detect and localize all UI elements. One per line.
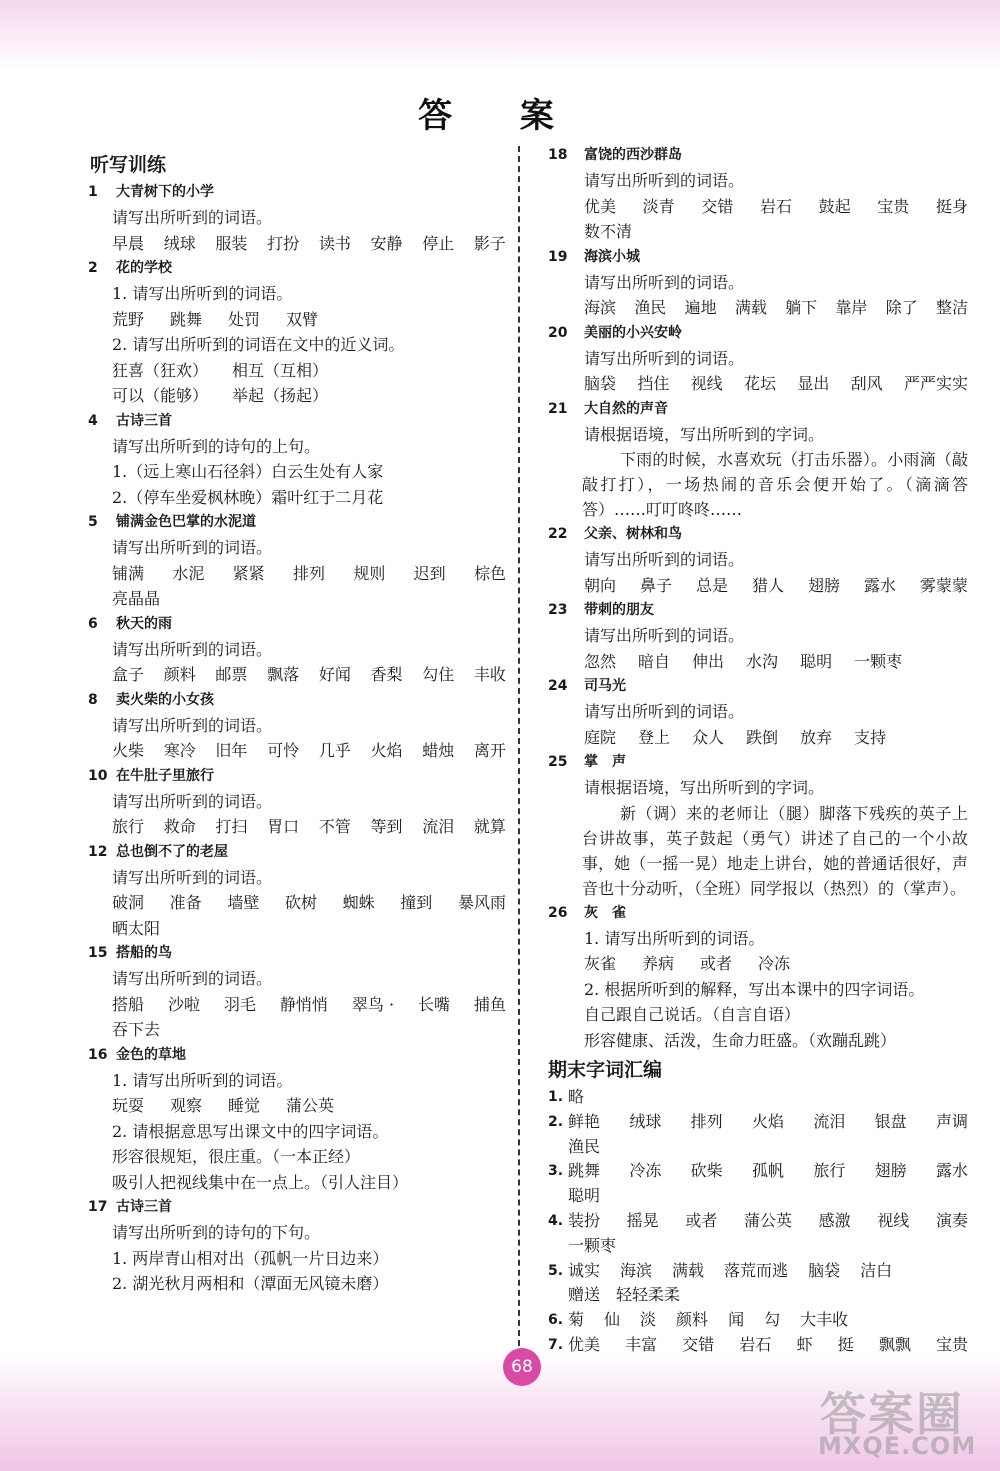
instruction: 请根据语境，写出所听到的字词。	[584, 424, 825, 444]
lesson-heading: 21 大自然的声音	[548, 400, 668, 417]
answer-row: 可以（能够） 举起（扬起）	[112, 386, 329, 405]
page-title: 答 案	[418, 96, 582, 136]
final-item: 4. 装扮 摇晃 或者 蒲公英 感激 视线 演奏	[548, 1210, 968, 1230]
instruction: 1. 请写出所听到的词语。	[112, 1070, 293, 1090]
instruction: 请写出所听到的诗句的上句。	[112, 436, 321, 456]
answer-line: 2.（停车坐爱枫林晚）霜叶红于二月花	[112, 487, 384, 507]
word-row: 海滨 渔民 遍地 满载 躺下 靠岸 除了 整洁	[584, 298, 968, 317]
instruction: 请写出所听到的词语。	[112, 791, 273, 811]
answer-paragraph: 新（调）来的老师让（腿）脚落下残疾的英子上台讲故事，英子鼓起（勇气）讲述了自己的一个小故事，她（一摇一晃）地走上讲台，她的普通话很好，声音也十分动听，（全班）同学报以（热烈）的（掌声）。	[582, 803, 968, 898]
word-row: 早晨 绒球 服装 打扮 读书 安静 停止 影子	[112, 233, 506, 253]
left-column	[88, 148, 506, 1297]
lesson-heading: 10 在牛肚子里旅行	[88, 767, 214, 784]
word-row: 脑袋 挡住 视线 花坛 显出 刮风 严严实实	[584, 374, 968, 393]
final-item: 1. 略	[548, 1087, 585, 1106]
watermark-url: MXQE.COM	[818, 1432, 977, 1460]
lesson-heading: 16 金色的草地	[88, 1046, 186, 1063]
lesson-heading: 12 总也倒不了的老屋	[88, 843, 228, 860]
final-vocab-list	[548, 1085, 968, 1358]
word-row: 破洞 准备 墙壁 砍树 蜘蛛 撞到 暴风雨	[112, 893, 506, 912]
instruction: 请写出所听到的词语。	[112, 969, 273, 988]
answer-line: 形容很规矩，很庄重。（一本正经）	[112, 1147, 361, 1166]
word-row: 忽然 暗自 伸出 水沟 聪明 一颗枣	[584, 651, 903, 671]
lesson-heading: 18 富饶的西沙群岛	[548, 147, 682, 163]
lesson-heading: 2 花的学校	[88, 260, 172, 276]
answer-line: 自己跟自己说话。（自言自语）	[584, 1005, 801, 1024]
lesson-heading: 17 古诗三首	[88, 1199, 172, 1215]
section-title-dictation: 听写训练	[90, 154, 167, 176]
lesson-heading: 23 带刺的朋友	[548, 602, 654, 618]
word-row-continued: 晒太阳	[112, 918, 161, 938]
word-row: 铺满 水泥 紧紧 排列 规则 迟到 棕色	[112, 563, 506, 583]
lesson-heading: 6 秋天的雨	[88, 615, 172, 632]
word-row: 搭船 沙啦 羽毛 静悄悄 翠鸟 · 长嘴 捕鱼	[112, 994, 506, 1014]
watermark-logo: 答案圈	[820, 1387, 964, 1441]
instruction: 请写出所听到的词语。	[584, 626, 745, 645]
instruction: 1. 请写出所听到的词语。	[112, 284, 293, 303]
word-row: 优美 淡青 交错 岩石 鼓起 宝贵 挺身	[584, 196, 968, 216]
lesson-heading: 25 掌 声	[548, 754, 626, 770]
word-row: 荒野 跳舞 处罚 双臂	[112, 309, 319, 329]
instruction: 1. 请写出所听到的词语。	[584, 928, 765, 948]
instruction: 请写出所听到的词语。	[584, 702, 745, 721]
final-item: 5. 诚实 海滨 满载 落荒而逃 脑袋 洁白	[548, 1260, 893, 1280]
final-item-continued: 聪明	[568, 1186, 601, 1206]
instruction: 2. 根据所听到的解释，写出本课中的四字词语。	[584, 979, 925, 999]
lesson-heading: 8 卖火柴的小女孩	[88, 691, 214, 708]
final-item: 3. 跳舞 冷冻 砍柴 孤帆 旅行 翅膀 露水	[548, 1161, 968, 1181]
word-row: 玩耍 观察 睡觉 蒲公英	[112, 1096, 335, 1115]
lesson-heading: 24 司马光	[548, 678, 626, 694]
instruction: 请根据语境，写出所听到的字词。	[584, 778, 825, 797]
instruction: 请写出所听到的词语。	[112, 208, 273, 227]
answer-line: 1. 两岸青山相对出（孤帆一片日边来）	[112, 1248, 389, 1268]
lesson-heading: 26 灰 雀	[548, 904, 626, 921]
final-item: 2. 鲜艳 绒球 排列 火焰 流泪 银盘 声调	[548, 1111, 968, 1131]
lesson-heading: 15 搭船的鸟	[88, 945, 172, 961]
answer-line: 2. 湖光秋月两相和（潭面无风镜未磨）	[112, 1274, 389, 1293]
lesson-heading: 20 美丽的小兴安岭	[548, 324, 682, 341]
lesson-heading: 19 海滨小城	[548, 248, 640, 265]
final-item: 6. 菊 仙 淡 颜料 闻 勾 大丰收	[548, 1310, 849, 1330]
page-number-badge: 68	[503, 1348, 541, 1386]
answer-line: 形容健康、活泼，生命力旺盛。（欢蹦乱跳）	[584, 1030, 897, 1050]
word-row: 盒子 颜料 邮票 飘落 好闻 香梨 勾住 丰收	[112, 665, 506, 684]
word-row: 旅行 救命 打扫 胃口 不管 等到 流泪 就算	[112, 817, 506, 836]
word-row: 庭院 登上 众人 跌倒 放弃 支持	[584, 727, 887, 747]
instruction: 请写出所听到的词语。	[584, 550, 745, 569]
section-title-final-vocab: 期末字词汇编	[548, 1059, 663, 1081]
word-row: 朝向 鼻子 总是 猎人 翅膀 露水 雾蒙蒙	[584, 575, 968, 595]
final-item-continued: 一颗枣	[568, 1235, 617, 1255]
instruction: 2. 请写出所听到的词语在文中的近义词。	[112, 335, 405, 354]
instruction: 2. 请根据意思写出课文中的四字词语。	[112, 1121, 389, 1141]
instruction: 请写出所听到的词语。	[112, 639, 273, 659]
final-item-continued: 赠送 轻轻柔柔	[568, 1285, 681, 1305]
answer-paragraph: 下雨的时候，水喜欢玩（打击乐器）。小雨滴（敲敲打打），一场热闹的音乐会便开始了。（滴滴答答）……叮叮咚咚……	[582, 450, 968, 519]
instruction: 请写出所听到的词语。	[112, 867, 273, 887]
final-item-continued: 渔民	[568, 1136, 601, 1156]
instruction: 请写出所听到的诗句的下句。	[112, 1223, 321, 1242]
answer-line: 1.（远上寒山石径斜）白云生处有人家	[112, 462, 384, 481]
right-column	[548, 143, 968, 1358]
word-row: 火柴 寒冷 旧年 可怜 几乎 火焰 蜡烛 离开	[112, 741, 506, 760]
instruction: 请写出所听到的词语。	[112, 538, 273, 557]
lesson-heading: 4 古诗三首	[88, 412, 172, 429]
instruction: 请写出所听到的词语。	[112, 715, 273, 735]
column-divider	[518, 146, 520, 1346]
instruction: 请写出所听到的词语。	[584, 272, 745, 292]
lesson-heading: 5 铺满金色巴掌的水泥道	[88, 514, 256, 530]
word-row-continued: 亮晶晶	[112, 589, 161, 608]
lesson-heading: 22 父亲、树林和鸟	[548, 526, 682, 542]
top-decorative-band	[0, 0, 1000, 70]
lesson-heading: 1 大青树下的小学	[88, 184, 214, 200]
instruction: 请写出所听到的词语。	[584, 348, 745, 368]
answer-row: 狂喜（狂欢） 相互（互相）	[112, 360, 329, 380]
word-row-continued: 吞下去	[112, 1020, 161, 1039]
word-row-continued: 数不清	[584, 222, 633, 241]
instruction: 请写出所听到的词语。	[584, 171, 745, 190]
answer-line: 吸引人把视线集中在一点上。（引人注目）	[112, 1172, 409, 1192]
final-item: 7. 优美 丰富 交错 岩石 虾 挺 飘飘 宝贵	[548, 1334, 968, 1354]
word-row: 灰雀 养病 或者 冷冻	[584, 954, 791, 973]
